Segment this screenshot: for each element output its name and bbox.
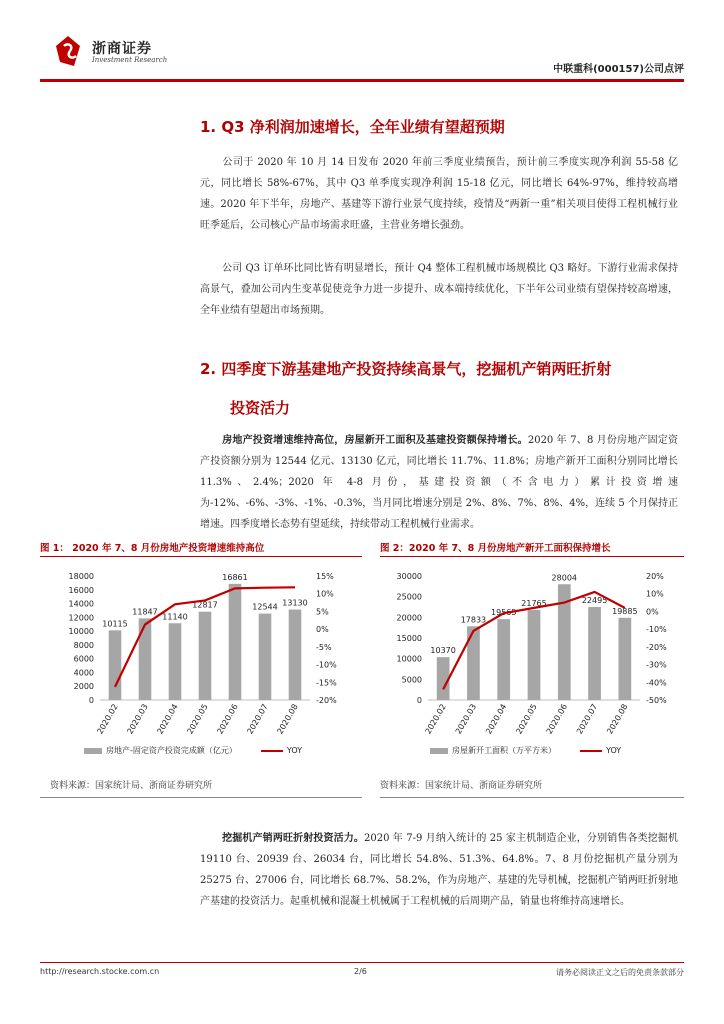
bar-data-label: 17833 [460,615,487,625]
y2-tick-label: -5% [316,642,332,652]
y-tick-label: 0 [88,696,94,705]
bar [139,618,152,700]
figure2-title: 图 2：2020 年 7、8 月份房地产新开工面积保持增长 [380,543,611,554]
figure2-title-rule [380,556,684,557]
y2-tick-label: -10% [646,625,667,635]
x-tick-label: 2020.03 [125,702,150,736]
x-tick-label: 2020.07 [574,702,600,736]
y2-tick-label: 10% [646,589,664,599]
y-tick-label: 18000 [68,572,94,581]
figure2-source: 资料来源：国家统计局、浙商证券研究所 [380,781,543,791]
x-tick-label: 2020.04 [484,702,509,736]
brand-subtitle: Investment Research [92,56,168,64]
legend-bar-swatch [430,748,448,754]
bar-data-label: 28004 [551,573,578,583]
y2-tick-label: -50% [646,696,667,705]
bar [289,610,302,700]
figure2-source-rule [380,797,684,798]
section2-heading-line2: 投资活力 [230,399,291,417]
x-tick-label: 2020.04 [155,702,180,736]
x-tick-label: 2020.06 [544,702,570,736]
legend-line-label: YOY [286,746,303,755]
bar-data-label: 12817 [192,600,218,610]
figure1-chart [40,560,362,745]
y-tick-label: 2000 [73,682,94,692]
bar-data-label: 13130 [282,598,308,608]
figure1-source-rule [40,797,362,798]
x-tick-label: 2020.08 [275,702,300,736]
figure2-chart [380,560,684,745]
y2-tick-label: 5% [316,607,329,617]
figure2-legend [430,745,621,756]
x-tick-label: 2020.05 [514,702,539,736]
footer-divider [40,962,684,963]
x-tick-label: 2020.02 [95,702,120,736]
page-header [40,30,684,80]
y2-tick-label: -20% [316,696,337,705]
section2-heading-line1: 2. 四季度下游基建地产投资持续高景气，挖掘机产销两旺折射 [200,360,612,378]
y-tick-label: 16000 [68,585,94,595]
section2-paragraph-1: 房地产投资增速维持高位，房屋新开工面积及基建投资额保持增长。2020 年 7、8 月份房地产固定资产投资额分别为 12544 亿元、13130 亿元，同比增长 11.7%、11.8%；房地产新开工面积分别同比增长 11.3%、2.4%；2020 年 4-8 月份，基建投资额（不含电力）累计投资增速为-12%、-6%、-3%、-1%、-0.3%，当月同比增速分别是 2%、8%、7%、8%、4%，连续 5 个月保持正增速。四季度增长态势有望延续，持续带动工程机械行业需求。 [200,435,679,530]
bar-data-label: 21765 [521,599,547,609]
figure1-title-rule [40,556,362,557]
y-tick-label: 5000 [401,675,422,685]
section1-paragraph-1: 公司于 2020 年 10 月 14 日发布 2020 年前三季度业绩预告，预计前三季度实现净利润 55-58 亿元，同比增长 58%-67%，其中 Q3 单季度实现净利润 15-18 亿元，同比增长 64%-97%，维持较高增速。2020 年下半年，房地产、基建等下游行业景气度持续，疫情及“两新一重”相关项目使得工程机械行业旺季延后，公司核心产品市场需求旺盛，主营业务增长强劲。 [200,157,678,231]
y-tick-label: 10000 [396,654,422,664]
x-tick-label: 2020.03 [453,702,479,736]
x-tick-label: 2020.07 [245,702,270,736]
y2-tick-label: -15% [316,678,337,688]
bar-data-label: 19565 [490,608,517,618]
header-divider [40,79,684,82]
bar [229,584,242,700]
y-tick-label: 0 [416,696,422,705]
bar-data-label: 11140 [162,612,188,622]
y-tick-label: 14000 [68,599,94,609]
brand-name: 浙商证券 [92,41,152,57]
bar-data-label: 10370 [430,646,456,656]
legend-bar-swatch [84,748,102,754]
page-number: 2/6 [354,967,367,976]
y-tick-label: 10000 [68,627,94,637]
section1-paragraph-2: 公司 Q3 订单环比同比皆有明显增长，预计 Q4 整体工程机械市场规模比 Q3 略好。下游行业需求保持高景气，叠加公司内生变革促使竞争力进一步提升、成本端持续优化，下半年公司业绩有望保持较高增速，全年业绩有望超出市场预期。 [200,263,678,316]
x-tick-label: 2020.06 [215,702,240,736]
bar [199,612,212,700]
bar [259,614,272,700]
bar [528,610,541,700]
y-tick-label: 4000 [73,668,94,678]
document-title: 中联重科(000157)公司点评 [553,64,684,75]
legend-bar-label: 房屋新开工面积（万平方米） [452,746,556,755]
y-tick-label: 30000 [396,572,422,581]
x-tick-label: 2020.02 [423,702,448,736]
section1-heading: 1. Q3 净利润加速增长，全年业绩有望超预期 [200,118,505,136]
bar-data-label: 10115 [102,619,128,629]
y2-tick-label: -20% [646,642,667,652]
bar-data-label: 22495 [581,596,608,606]
legend-line-swatch [261,750,283,752]
y-tick-label: 12000 [68,613,94,623]
bar [109,630,122,700]
y2-tick-label: 0% [646,607,659,617]
x-tick-label: 2020.05 [185,702,210,736]
bar-data-label: 12544 [252,602,278,612]
bar-data-label: 11847 [132,607,158,617]
footer-disclaimer: 请务必阅读正文之后的免责条款部分 [556,968,684,977]
bar-data-label: 16861 [222,572,248,582]
figure1-legend [84,745,302,756]
y2-tick-label: -30% [646,660,667,670]
y-tick-label: 20000 [396,613,422,623]
bar [618,618,631,700]
figure1-title: 图 1： 2020 年 7、8 月份房地产投资增速维持高位 [40,543,265,554]
y-tick-label: 15000 [396,634,422,643]
legend-line-label: YOY [606,746,622,755]
section2-paragraph-2: 挖掘机产销两旺折射投资活力。2020 年 7-9 月纳入统计的 25 家主机制造企业，分别销售各类挖掘机 19110 台、20939 台、26034 台，同比增长 54.8%、51.3%、64.8%。7、8 月份挖掘机产量分别为 25275 台、27006 台，同比增长 68.7%、58.2%，作为房地产、基建的先导机械，挖掘机产销两旺折射地产基建的投资活力。起重机械和混凝土机械属于工程机械的后周期产品，销量也将维持高速增长。 [200,833,679,907]
y2-tick-label: -10% [316,660,337,670]
y2-tick-label: -40% [646,678,667,688]
y-tick-label: 25000 [396,592,422,602]
legend-bar-label: 房地产-固定资产投资完成额（亿元） [106,746,237,755]
y2-tick-label: 20% [646,572,664,581]
y2-tick-label: 0% [316,625,329,635]
bar-data-label: 19885 [612,606,638,616]
bar [497,619,510,700]
y-tick-label: 6000 [73,654,94,664]
bar [169,623,182,700]
y2-tick-label: 10% [316,589,334,599]
legend-line-swatch [580,750,602,752]
y-tick-label: 8000 [73,640,94,650]
brand-logo-icon [54,34,82,68]
bar [588,607,601,700]
x-tick-label: 2020.08 [605,702,630,736]
y2-tick-label: 15% [316,572,334,581]
figure1-source: 资料来源：国家统计局、浙商证券研究所 [50,781,213,791]
footer-url[interactable]: http://research.stocke.com.cn [40,967,160,976]
